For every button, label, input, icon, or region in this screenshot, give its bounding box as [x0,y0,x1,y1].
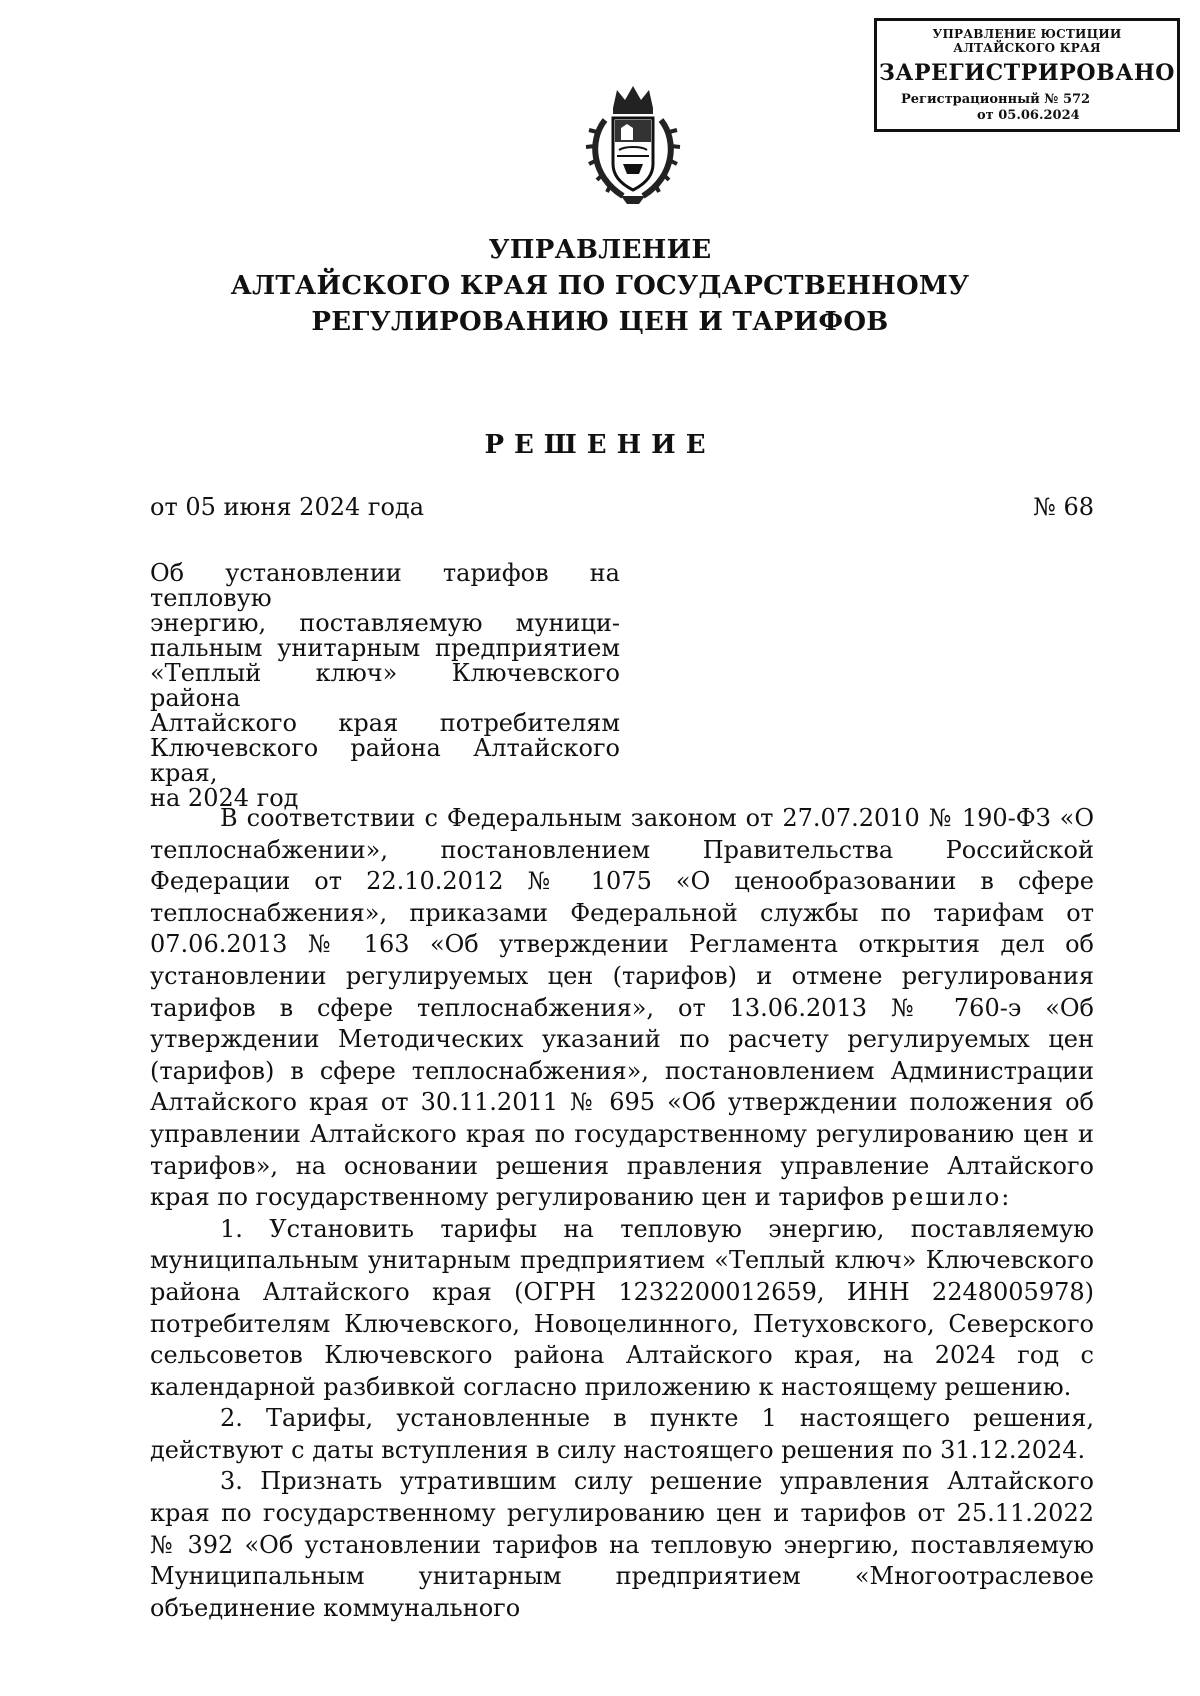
subject-line: Ключевского района Алтайского края, [150,734,620,787]
registration-stamp [874,18,1180,132]
subject-line: Об установлении тарифов на тепловую [150,559,620,612]
authority-line-1: УПРАВЛЕНИЕ [488,235,712,265]
stamp-reg-number: Регистрационный № 572 [901,92,1091,107]
coat-of-arms-icon [583,80,683,206]
stamp-authority-line1: УПРАВЛЕНИЕ ЮСТИЦИИ [932,27,1122,41]
item-2-paragraph: 2. Тарифы, установленные в пункте 1 настоящего решения, действуют с даты вступления в силу настоящего решения по 31.12.2024. [150,1404,1094,1464]
decision-number: № 68 [1033,493,1094,521]
subject-line: пальным унитарным предприятием [150,634,620,662]
subject-line: на 2024 год [150,784,299,812]
item-3-paragraph: 3. Признать утратившим силу решение управления Алтайского края по государственному регулированию цен и тарифов от 25.11.2022 № 392 «Об установлении тарифов на тепловую энергию, поставляемую Муниципальным унитарным предприятием «Многоотраслевое объединение коммунального [150,1467,1094,1622]
decision-body [150,803,1094,1624]
subject-line: «Теплый ключ» Ключевского района [150,659,620,712]
resolved-word: решило: [891,1183,1012,1212]
document-type: РЕШЕНИЕ [484,430,716,460]
subject-line: Алтайского края потребителям [150,709,620,737]
decision-subject [150,561,620,811]
item-1-paragraph: 1. Установить тарифы на тепловую энергию, поставляемую муниципальным унитарным предприятием «Теплый ключ» Ключевского района Алтайского края (ОГРН 1232200012659, ИНН 2248005978) потребителям Ключевского, Новоцелинного, Петуховского, Северского сельсоветов Ключевского района Алтайского края, на 2024 год с календарной разбивкой согласно приложению к настоящему решению. [150,1214,1094,1401]
authority-line-3: РЕГУЛИРОВАНИЮ ЦЕН И ТАРИФОВ [311,307,889,337]
subject-line: энергию, поставляемую муници- [150,609,620,637]
preamble-paragraph [150,803,1094,1214]
stamp-authority-line2: АЛТАЙСКОГО КРАЯ [953,41,1101,55]
issuing-authority [0,232,1200,340]
preamble-text: В соответствии с Федеральным законом от 27.07.2010 № 190-ФЗ «О теплоснабжении», постановлением Правительства Российской Федерации от 22.10.2012 № 1075 «О ценообразовании в сфере теплоснабжения», приказами Федеральной службы по тарифам от 07.06.2013 № 163 «Об утверждении Регламента открытия дел об установлении регулируемых цен (тарифов) и отмене регулирования тарифов в сфере теплоснабжения», от 13.06.2013 № 760-э «Об утверждении Методических указаний по расчету регулируемых цен (тарифов) в сфере теплоснабжения», постановлением Администрации Алтайского края от 30.11.2011 № 695 «Об утверждении положения об управлении Алтайского края по государственному регулированию цен и тарифов», на основании решения правления управление Алтайского края по государственному регулированию цен и тарифов [150,804,1094,1212]
authority-line-2: АЛТАЙСКОГО КРАЯ ПО ГОСУДАРСТВЕННОМУ [230,271,970,301]
decision-date: от 05 июня 2024 года [150,493,424,521]
stamp-reg-date: от 05.06.2024 [977,108,1080,123]
stamp-registered: ЗАРЕГИСТРИРОВАНО [878,60,1176,86]
